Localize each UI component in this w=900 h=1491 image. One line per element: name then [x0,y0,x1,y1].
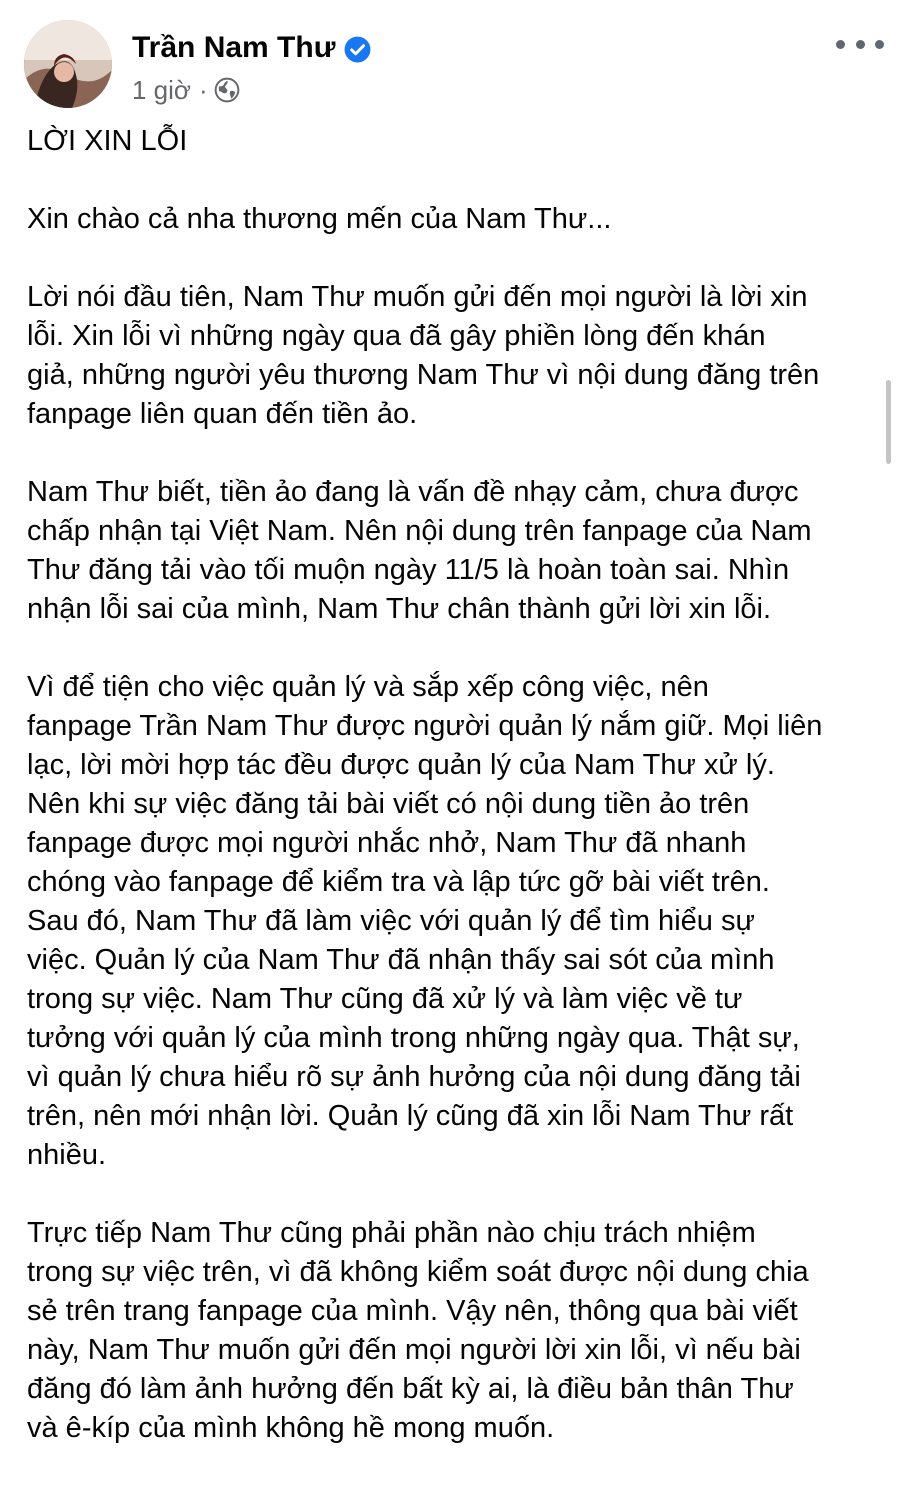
avatar[interactable] [24,20,112,108]
post-paragraph: Trực tiếp Nam Thư cũng phải phần nào chịu trách nhiệm trong sự việc trên, vì đã không kiểm soát được nội dung chia sẻ trên trang fanpage của mình. Vậy nên, thông qua bài viết này, Nam Thư muốn gửi đến mọi người lời xin lỗi, vì nếu bài đăng đó làm ảnh hưởng đến bất kỳ ai, là điều bản thân Thư và ê-kíp của mình không hề mong muốn. [27,1217,809,1444]
post-title: LỜI XIN LỖI [27,125,188,157]
post-paragraph: Lời nói đầu tiên, Nam Thư muốn gửi đến mọi người là lời xin lỗi. Xin lỗi vì những ngày qua đã gây phiền lòng đến khán giả, những người yêu thương Nam Thư vì nội dung đăng trên fanpage liên quan đến tiền ảo. [27,281,820,430]
more-dots-icon [836,40,845,49]
post-paragraph: Nam Thư biết, tiền ảo đang là vấn đề nhạy cảm, chưa được chấp nhận tại Việt Nam. Nên nội dung trên fanpage của Nam Thư đăng tải vào tối muộn ngày 11/5 là hoàn toàn sai. Nhìn nhận lỗi sai của mình, Nam Thư chân thành gửi lời xin lỗi. [27,476,812,625]
post-content [27,120,887,1487]
more-options-button[interactable] [836,30,884,58]
meta-separator: · [198,74,208,105]
post-header [0,0,900,120]
avatar-photo [24,20,112,108]
verified-badge-icon [344,36,371,63]
post-time[interactable]: 1 giờ [132,74,191,105]
globe-icon[interactable] [214,77,240,103]
post-meta [132,72,240,108]
post-paragraph: Xin chào cả nha thương mến của Nam Thư... [27,203,612,235]
author-name[interactable]: Trần Nam Thư [132,31,336,64]
post-paragraph: Vì để tiện cho việc quản lý và sắp xếp công việc, nên fanpage Trần Nam Thư được người quản lý nắm giữ. Mọi liên lạc, lời mời hợp tác đều được quản lý của Nam Thư xử lý. Nên khi sự việc đăng tải bài viết có nội dung tiền ảo trên fanpage được mọi người nhắc nhở, Nam Thư đã nhanh chóng vào fanpage để kiểm tra và lập tức gỡ bài viết trên. Sau đó, Nam Thư đã làm việc với quản lý để tìm hiểu sự việc. Quản lý của Nam Thư đã nhận thấy sai sót của mình trong sự việc. Nam Thư cũng đã xử lý và làm việc về tư tưởng với quản lý của mình trong những ngày qua. Thật sự, vì quản lý chưa hiểu rõ sự ảnh hưởng của nội dung đăng tải trên, nên mới nhận lời. Quản lý cũng đã xin lỗi Nam Thư rất nhiều. [27,671,823,1171]
scrollbar[interactable] [886,380,891,464]
